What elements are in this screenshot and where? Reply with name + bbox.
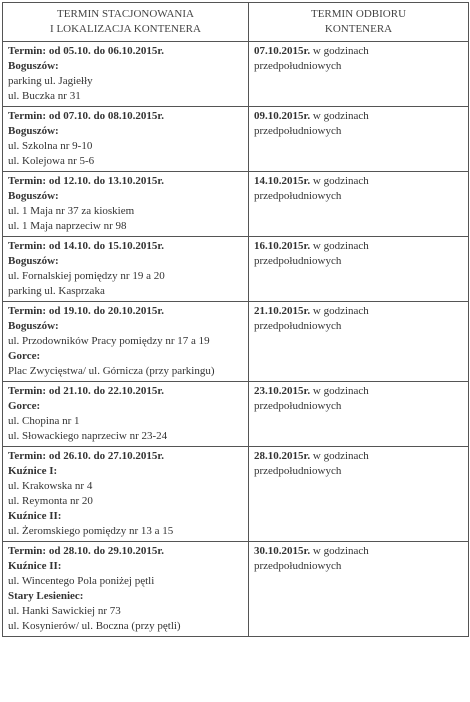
pickup-cell	[249, 42, 469, 107]
district-label: Boguszów:	[8, 190, 59, 202]
location-cell	[3, 542, 249, 637]
district-label: Gorce:	[8, 350, 41, 362]
location-line: ul. 1 Maja nr 37 za kioskiem	[8, 205, 135, 217]
header-pickup-line2: KONTENERA	[324, 23, 393, 35]
pickup-hours: w godzinach	[310, 385, 369, 397]
pickup-text	[254, 109, 463, 139]
pickup-line2: przedpołudniowych	[254, 125, 342, 137]
pickup-date: 21.10.2015r.	[254, 305, 311, 317]
pickup-line1	[254, 384, 463, 399]
pickup-line2: przedpołudniowych	[254, 190, 342, 202]
location-line: ul. Fornalskiej pomiędzy nr 19 a 20	[8, 270, 165, 282]
pickup-line1	[254, 44, 463, 59]
date-range-label: Termin: od 14.10. do 15.10.2015r.	[8, 240, 164, 252]
location-cell	[3, 42, 249, 107]
date-range-label: Termin: od 21.10. do 22.10.2015r.	[8, 385, 164, 397]
location-line: parking ul. Kasprzaka	[8, 285, 105, 297]
table-row	[3, 447, 469, 542]
pickup-date: 28.10.2015r.	[254, 450, 311, 462]
pickup-date: 30.10.2015r.	[254, 545, 311, 557]
table-row	[3, 107, 469, 172]
pickup-date: 14.10.2015r.	[254, 175, 311, 187]
pickup-line2: przedpołudniowych	[254, 320, 342, 332]
district-label: Boguszów:	[8, 125, 59, 137]
pickup-text	[254, 239, 463, 269]
pickup-hours: w godzinach	[310, 545, 369, 557]
pickup-hours: w godzinach	[310, 450, 369, 462]
location-cell	[3, 302, 249, 382]
date-range-label: Termin: od 19.10. do 20.10.2015r.	[8, 305, 164, 317]
district-label: Boguszów:	[8, 255, 59, 267]
date-range-label: Termin: od 12.10. do 13.10.2015r.	[8, 175, 164, 187]
pickup-cell	[249, 172, 469, 237]
district-label: Boguszów:	[8, 320, 59, 332]
location-line: ul. Przodowników Pracy pomiędzy nr 17 a 19	[8, 335, 210, 347]
pickup-date: 16.10.2015r.	[254, 240, 311, 252]
location-line: Plac Zwycięstwa/ ul. Górnicza (przy parkingu)	[8, 365, 215, 377]
date-range-label: Termin: od 07.10. do 08.10.2015r.	[8, 110, 164, 122]
pickup-hours: w godzinach	[310, 110, 369, 122]
district-label: Stary Lesieniec:	[8, 590, 84, 602]
location-line: parking ul. Jagiełły	[8, 75, 93, 87]
table-row	[3, 42, 469, 107]
pickup-hours: w godzinach	[310, 240, 369, 252]
pickup-line2: przedpołudniowych	[254, 255, 342, 267]
location-cell	[3, 172, 249, 237]
location-line: ul. Reymonta nr 20	[8, 495, 93, 507]
pickup-line1	[254, 304, 463, 319]
pickup-cell	[249, 447, 469, 542]
header-pickup-column	[249, 3, 469, 42]
pickup-line1	[254, 239, 463, 254]
location-line: ul. Słowackiego naprzeciw nr 23-24	[8, 430, 168, 442]
pickup-line2: przedpołudniowych	[254, 560, 342, 572]
header-location-line2: I LOKALIZACJA KONTENERA	[50, 23, 201, 35]
pickup-cell	[249, 382, 469, 447]
pickup-cell	[249, 237, 469, 302]
district-label: Gorce:	[8, 400, 41, 412]
container-schedule-table	[2, 2, 469, 637]
date-range-label: Termin: od 28.10. do 29.10.2015r.	[8, 545, 164, 557]
location-line: ul. Buczka nr 31	[8, 90, 81, 102]
pickup-line1	[254, 544, 463, 559]
pickup-hours: w godzinach	[310, 305, 369, 317]
location-cell	[3, 237, 249, 302]
pickup-hours: w godzinach	[310, 45, 369, 57]
location-line: ul. Wincentego Pola poniżej pętli	[8, 575, 155, 587]
location-line: ul. Kosynierów/ ul. Boczna (przy pętli)	[8, 620, 181, 632]
pickup-text	[254, 304, 463, 334]
location-line: ul. Żeromskiego pomiędzy nr 13 a 15	[8, 525, 174, 537]
district-label: Kuźnice I:	[8, 465, 58, 477]
pickup-line2: przedpołudniowych	[254, 465, 342, 477]
table-row	[3, 542, 469, 637]
pickup-cell	[249, 107, 469, 172]
pickup-text	[254, 174, 463, 204]
pickup-line1	[254, 109, 463, 124]
location-cell	[3, 382, 249, 447]
table-row	[3, 172, 469, 237]
pickup-date: 23.10.2015r.	[254, 385, 311, 397]
district-label: Kuźnice II:	[8, 560, 62, 572]
pickup-text	[254, 44, 463, 74]
pickup-cell	[249, 302, 469, 382]
header-location-column	[3, 3, 249, 42]
pickup-text	[254, 544, 463, 574]
header-location-line1: TERMIN STACJONOWANIA	[57, 8, 194, 20]
location-line: ul. Krakowska nr 4	[8, 480, 93, 492]
table-row	[3, 382, 469, 447]
pickup-date: 07.10.2015r.	[254, 45, 311, 57]
location-line: ul. Szkolna nr 9-10	[8, 140, 93, 152]
pickup-line2: przedpołudniowych	[254, 60, 342, 72]
table-row	[3, 237, 469, 302]
table-row	[3, 302, 469, 382]
pickup-text	[254, 384, 463, 414]
pickup-line1	[254, 174, 463, 189]
header-pickup-line1: TERMIN ODBIORU	[310, 8, 407, 20]
location-line: ul. Chopina nr 1	[8, 415, 80, 427]
pickup-hours: w godzinach	[310, 175, 369, 187]
pickup-line2: przedpołudniowych	[254, 400, 342, 412]
pickup-line1	[254, 449, 463, 464]
district-label: Boguszów:	[8, 60, 59, 72]
table-header-row	[3, 3, 469, 42]
location-line: ul. 1 Maja naprzeciw nr 98	[8, 220, 127, 232]
pickup-text	[254, 449, 463, 479]
location-cell	[3, 107, 249, 172]
pickup-date: 09.10.2015r.	[254, 110, 311, 122]
table-body	[3, 42, 469, 637]
location-line: ul. Kolejowa nr 5-6	[8, 155, 95, 167]
date-range-label: Termin: od 05.10. do 06.10.2015r.	[8, 45, 164, 57]
pickup-cell	[249, 542, 469, 637]
date-range-label: Termin: od 26.10. do 27.10.2015r.	[8, 450, 164, 462]
location-line: ul. Hanki Sawickiej nr 73	[8, 605, 121, 617]
district-label: Kuźnice II:	[8, 510, 62, 522]
location-cell	[3, 447, 249, 542]
